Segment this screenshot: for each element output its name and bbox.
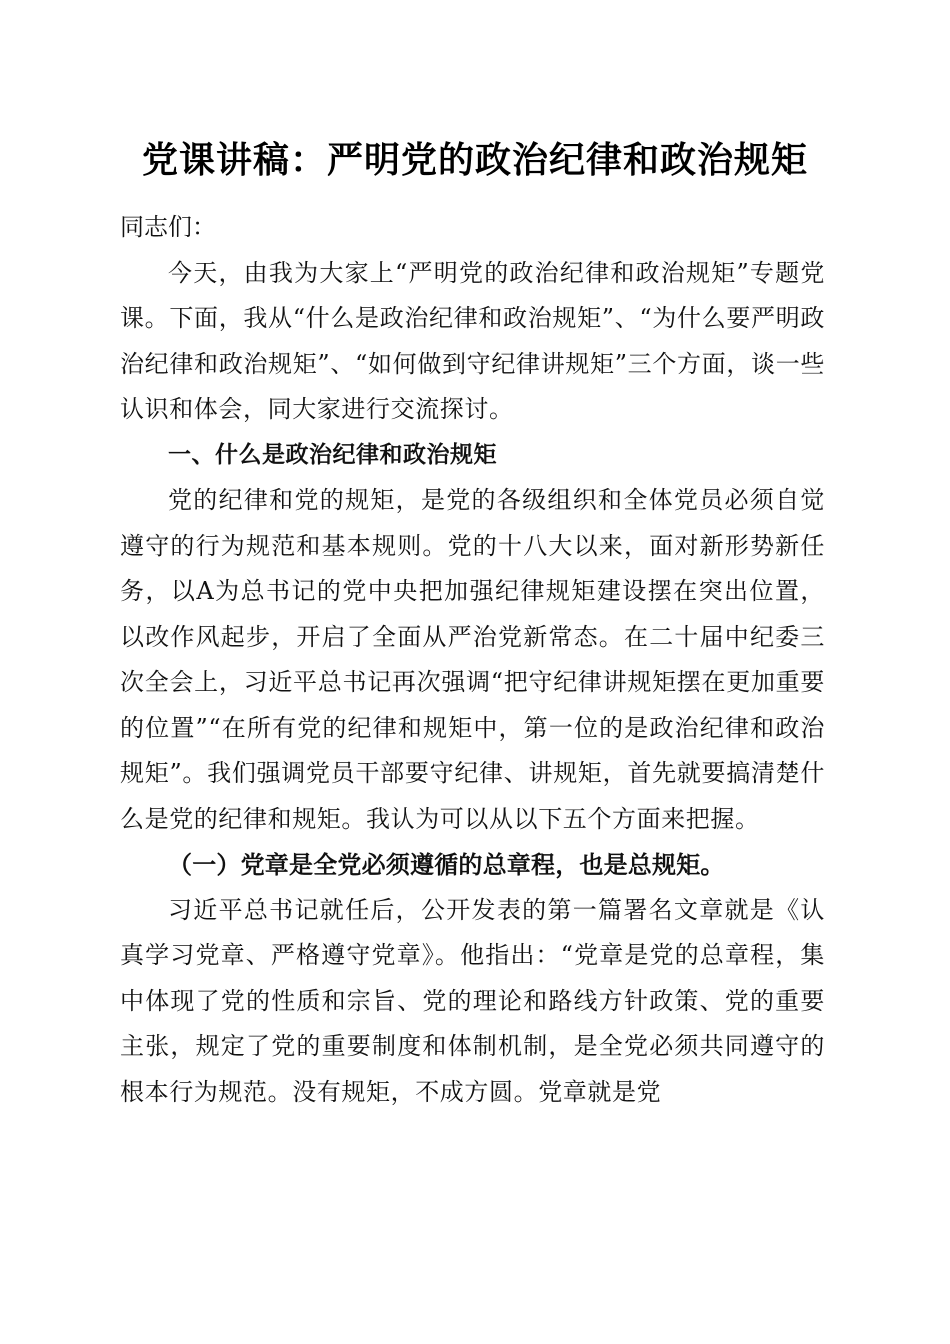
intro-paragraph: 今天，由我为大家上“严明党的政治纪律和政治规矩”专题党课。下面，我从“什么是政治纪律和政治规矩”、“为什么要严明政治纪律和政治规矩”、“如何做到守纪律讲规矩”三个方面，谈一些认识和体会，同大家进行交流探讨。 <box>120 258 825 423</box>
document-title: 党课讲稿：严明党的政治纪律和政治规矩 <box>141 139 808 181</box>
salutation: 同志们： <box>120 213 216 241</box>
document-body <box>120 205 825 1115</box>
section-heading-1: 一、什么是政治纪律和政治规矩 <box>168 441 497 468</box>
section-1-paragraph: 党的纪律和党的规矩，是党的各级组织和全体党员必须自觉遵守的行为规范和基本规则。党的十八大以来，面对新形势新任务，以A为总书记的党中央把加强纪律规矩建设摆在突出位置，以改作风起步，开启了全面从严治党新常态。在二十届中纪委三次全会上，习近平总书记再次强调“把守纪律讲规矩摆在更加重要的位置”“在所有党的纪律和规矩中，第一位的是政治纪律和政治规矩”。我们强调党员干部要守纪律、讲规矩，首先就要搞清楚什么是党的纪律和规矩。我认为可以从以下五个方面来把握。 <box>120 486 825 833</box>
subsection-heading-1: （一）党章是全党必须遵循的总章程，也是总规矩。 <box>168 850 725 879</box>
subsection-1-paragraph: 习近平总书记就任后，公开发表的第一篇署名文章就是《认真学习党章、严格遵守党章》。他指出：“党章是党的总章程，集中体现了党的性质和宗旨、党的理论和路线方针政策、党的重要主张，规定了党的重要制度和体制机制，是全党必须共同遵守的根本行为规范。没有规矩，不成方圆。党章就是党 <box>120 895 825 1106</box>
